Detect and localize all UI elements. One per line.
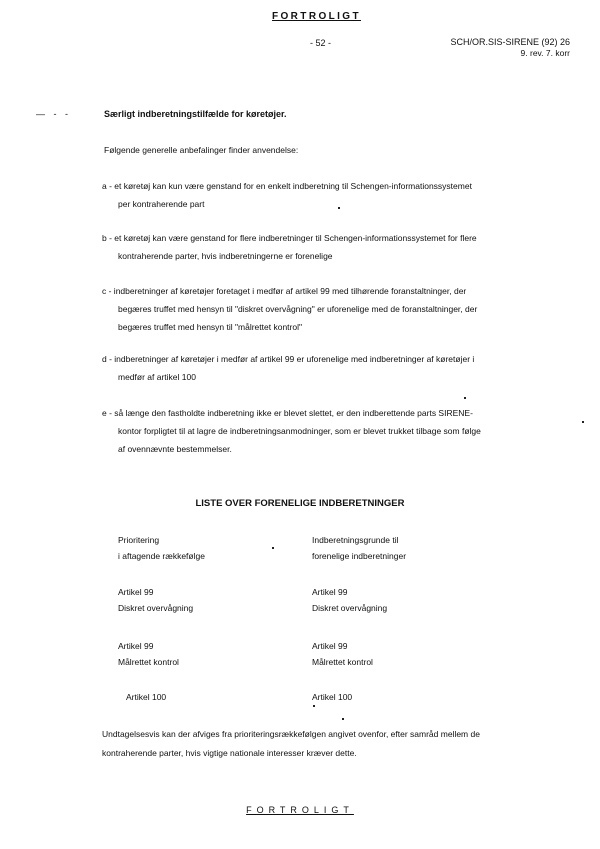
margin-mark: — - - — [36, 109, 71, 119]
row-cell: Artikel 99 — [312, 587, 348, 597]
list-item-e — [102, 404, 570, 458]
item-line: per kontraherende part — [118, 199, 205, 209]
scan-speck — [342, 718, 344, 720]
scan-speck — [338, 207, 340, 209]
row-cell: Diskret overvågning — [312, 603, 388, 613]
item-line: a - et køretøj kan kun være genstand for en enkelt indberetning til Schengen-informationssystemet — [102, 181, 472, 191]
right-header-line: Indberetningsgrunde til — [312, 535, 399, 545]
row-cell: Artikel 99 — [118, 587, 154, 597]
row-cell: Artikel 100 — [312, 692, 353, 702]
item-line: d - indberetninger af køretøjer i medfør af artikel 99 er uforenelige med indberetninger af køretøjer i — [102, 354, 475, 364]
scan-speck — [464, 397, 466, 399]
scan-speck — [313, 705, 315, 707]
row-cell: Artikel 99 — [118, 641, 154, 651]
list-item-b — [102, 229, 570, 265]
closing-paragraph — [102, 725, 570, 763]
row-cell: Diskret overvågning — [118, 603, 194, 613]
left-row-3 — [126, 689, 166, 705]
revision-note: 9. rev. 7. korr — [520, 48, 570, 58]
closing-line: kontraherende parter, hvis vigtige nationale interesser kræver dette. — [102, 748, 357, 758]
item-line: begæres truffet med hensyn til "diskret overvågning" er uforenelige med de foranstaltninger, der — [118, 304, 478, 314]
document-reference: SCH/OR.SIS-SIRENE (92) 26 — [450, 37, 570, 47]
right-row-1 — [312, 584, 387, 616]
item-line: af ovennævnte bestemmelser. — [118, 444, 232, 454]
left-row-2 — [118, 638, 179, 670]
list-item-a — [102, 177, 570, 213]
left-column-header — [118, 532, 205, 564]
section-title: Særligt indberetningstilfælde for køretøjer. — [104, 109, 287, 119]
item-line: begæres truffet med hensyn til "målrettet kontrol" — [118, 322, 302, 332]
list-item-d — [102, 350, 570, 386]
left-row-1 — [118, 584, 193, 616]
right-header-line: forenelige indberetninger — [312, 551, 407, 561]
intro-paragraph: Følgende generelle anbefalinger finder anvendelse: — [104, 145, 299, 155]
item-line: c - indberetninger af køretøjer foretaget i medfør af artikel 99 med tilhørende foranstaltninger, der — [102, 286, 467, 296]
right-row-2 — [312, 638, 373, 670]
page-number: - 52 - — [310, 38, 332, 48]
left-header-line: i aftagende rækkefølge — [118, 551, 205, 561]
row-cell: Målrettet kontrol — [312, 657, 373, 667]
item-line: kontor forpligtet til at lagre de indberetningsanmodninger, som er blevet trukket tilbage som følge — [118, 426, 481, 436]
row-cell: Målrettet kontrol — [118, 657, 179, 667]
classification-footer: FORTROLIGT — [246, 805, 354, 815]
row-cell: Artikel 100 — [126, 692, 167, 702]
list-title: LISTE OVER FORENELIGE INDBERETNINGER — [195, 498, 405, 509]
item-line: medfør af artikel 100 — [118, 372, 196, 382]
right-row-3 — [312, 689, 352, 705]
scan-speck — [272, 547, 274, 549]
item-line: kontraherende parter, hvis indberetningerne er forenelige — [118, 251, 333, 261]
classification-header: FORTROLIGT — [272, 11, 361, 22]
closing-line: Undtagelsesvis kan der afviges fra prioriteringsrækkefølgen angivet ovenfor, efter samråd mellem de — [102, 729, 480, 739]
scan-speck — [582, 421, 584, 423]
left-header-line: Prioritering — [118, 535, 160, 545]
row-cell: Artikel 99 — [312, 641, 348, 651]
right-column-header — [312, 532, 406, 564]
item-line: e - så længe den fastholdte indberetning ikke er blevet slettet, er den indberettende parts SIRENE- — [102, 408, 473, 418]
item-line: b - et køretøj kan være genstand for flere indberetninger til Schengen-informationssystemet for flere — [102, 233, 477, 243]
list-item-c — [102, 282, 570, 336]
